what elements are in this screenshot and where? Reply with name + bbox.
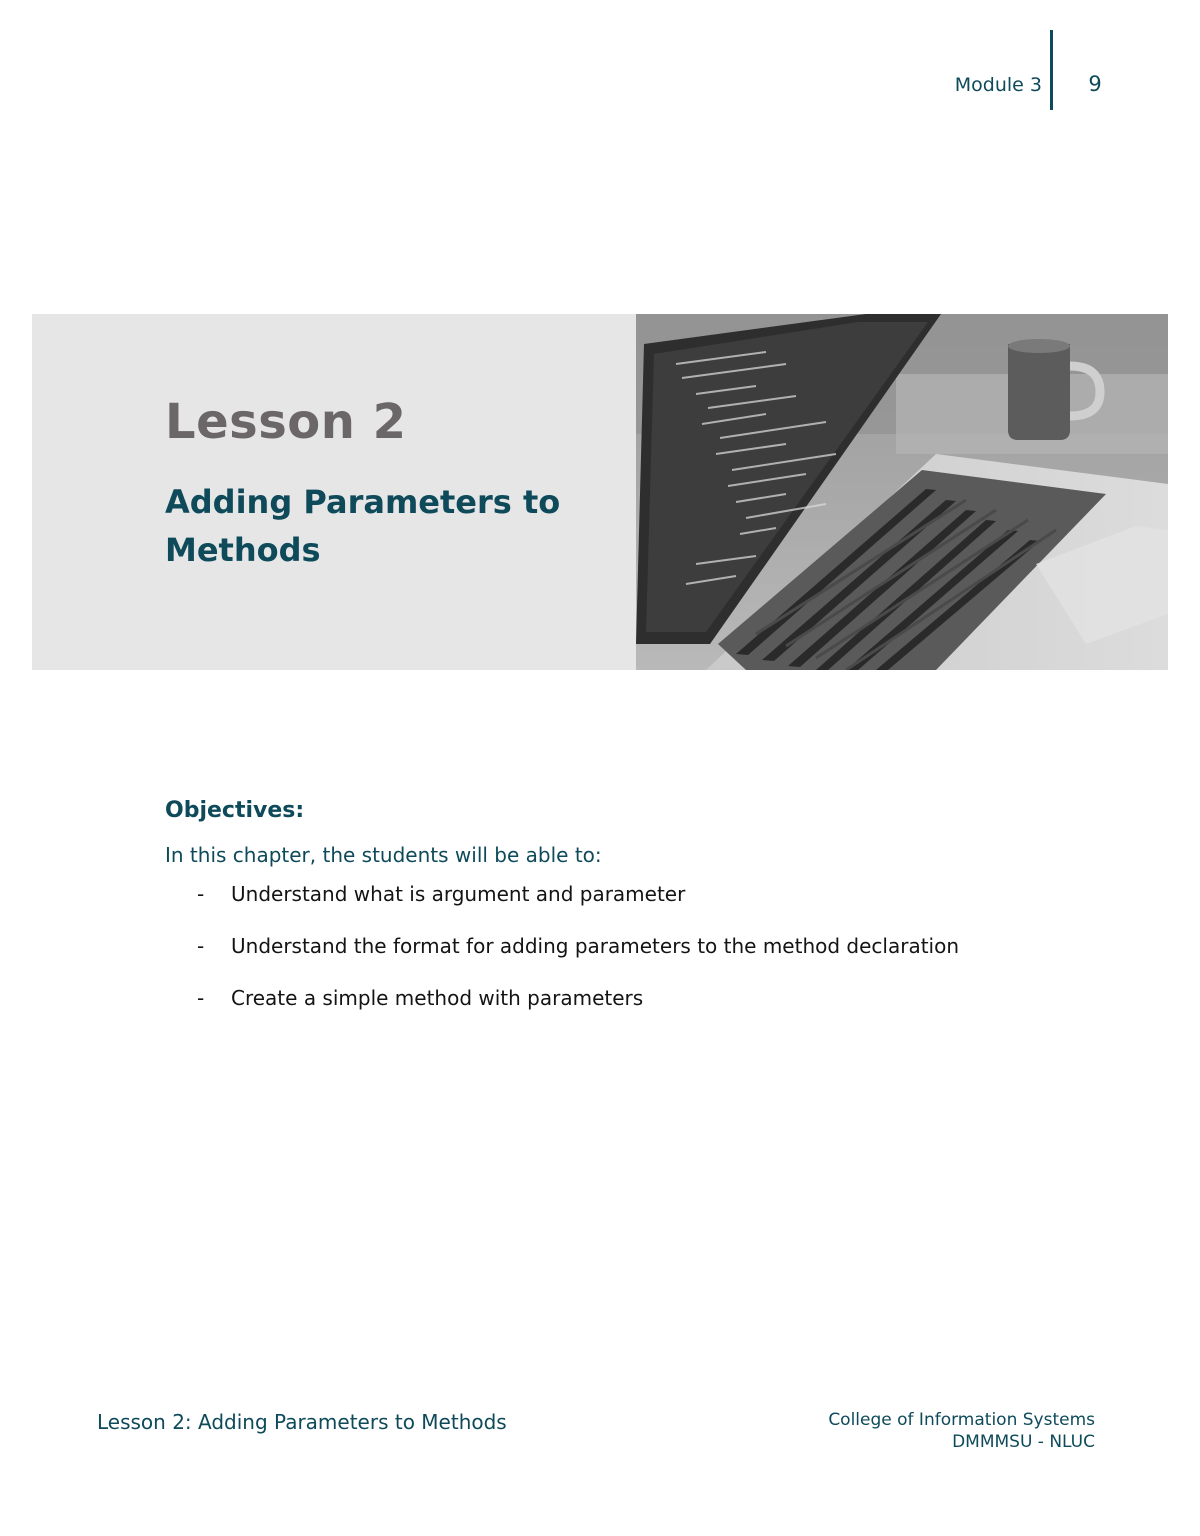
footer-campus: DMMMSU - NLUC <box>952 1432 1095 1452</box>
list-item <box>197 986 959 1038</box>
list-item <box>197 882 959 934</box>
objective-text: Understand what is argument and parameter <box>231 882 686 906</box>
objectives-list <box>197 882 959 1038</box>
bullet-dash: - <box>197 934 205 958</box>
footer-college: College of Information Systems <box>828 1410 1095 1430</box>
objectives-intro: In this chapter, the students will be able to: <box>165 843 602 867</box>
bullet-dash: - <box>197 882 205 906</box>
objective-text: Create a simple method with parameters <box>231 986 644 1010</box>
lesson-banner <box>32 314 1168 670</box>
objectives-heading: Objectives: <box>165 798 305 823</box>
header-divider <box>1050 30 1053 110</box>
footer-institution <box>740 1409 1095 1453</box>
list-item <box>197 934 959 986</box>
bullet-dash: - <box>197 986 205 1010</box>
footer-lesson-title: Lesson 2: Adding Parameters to Methods <box>97 1410 507 1434</box>
lesson-title: Lesson 2 <box>165 394 407 450</box>
lesson-subtitle: Adding Parameters to Methods <box>165 483 561 569</box>
laptop-photo-icon <box>636 314 1168 670</box>
objective-text: Understand the format for adding parameters to the method declaration <box>231 934 960 958</box>
page-number: 9 <box>1088 72 1102 96</box>
module-label: Module 3 <box>954 74 1042 96</box>
